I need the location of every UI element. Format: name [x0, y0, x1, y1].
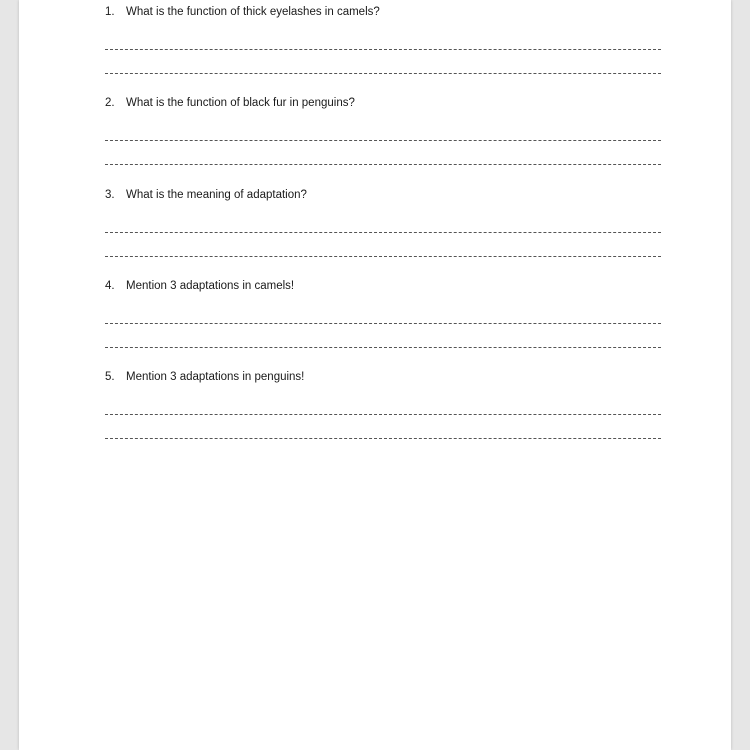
question-number: 1.: [105, 6, 115, 18]
question-label: Mention 3 adaptations in camels!: [126, 280, 295, 292]
answer-line[interactable]: [105, 140, 661, 141]
question-label: What is the function of black fur in penguins?: [126, 97, 355, 109]
question-4: [105, 278, 661, 294]
question-text: [105, 187, 661, 203]
worksheet-page: [19, 0, 731, 750]
question-text: [105, 278, 661, 294]
question-2: [105, 95, 661, 111]
answer-line[interactable]: [105, 256, 661, 257]
answer-line[interactable]: [105, 347, 661, 348]
question-text: [105, 369, 661, 385]
answer-line[interactable]: [105, 232, 661, 233]
question-number: 2.: [105, 97, 115, 109]
answer-line[interactable]: [105, 73, 661, 74]
question-1: [105, 4, 661, 20]
question-label: What is the meaning of adaptation?: [126, 189, 307, 201]
question-3: [105, 187, 661, 203]
question-text: [105, 4, 661, 20]
question-label: Mention 3 adaptations in penguins!: [126, 371, 305, 383]
question-text: [105, 95, 661, 111]
answer-line[interactable]: [105, 438, 661, 439]
question-number: 3.: [105, 189, 115, 201]
question-5: [105, 369, 661, 385]
answer-line[interactable]: [105, 414, 661, 415]
question-number: 5.: [105, 371, 115, 383]
question-number: 4.: [105, 280, 115, 292]
question-label: What is the function of thick eyelashes in camels?: [126, 6, 380, 18]
answer-line[interactable]: [105, 49, 661, 50]
answer-line[interactable]: [105, 164, 661, 165]
answer-line[interactable]: [105, 323, 661, 324]
